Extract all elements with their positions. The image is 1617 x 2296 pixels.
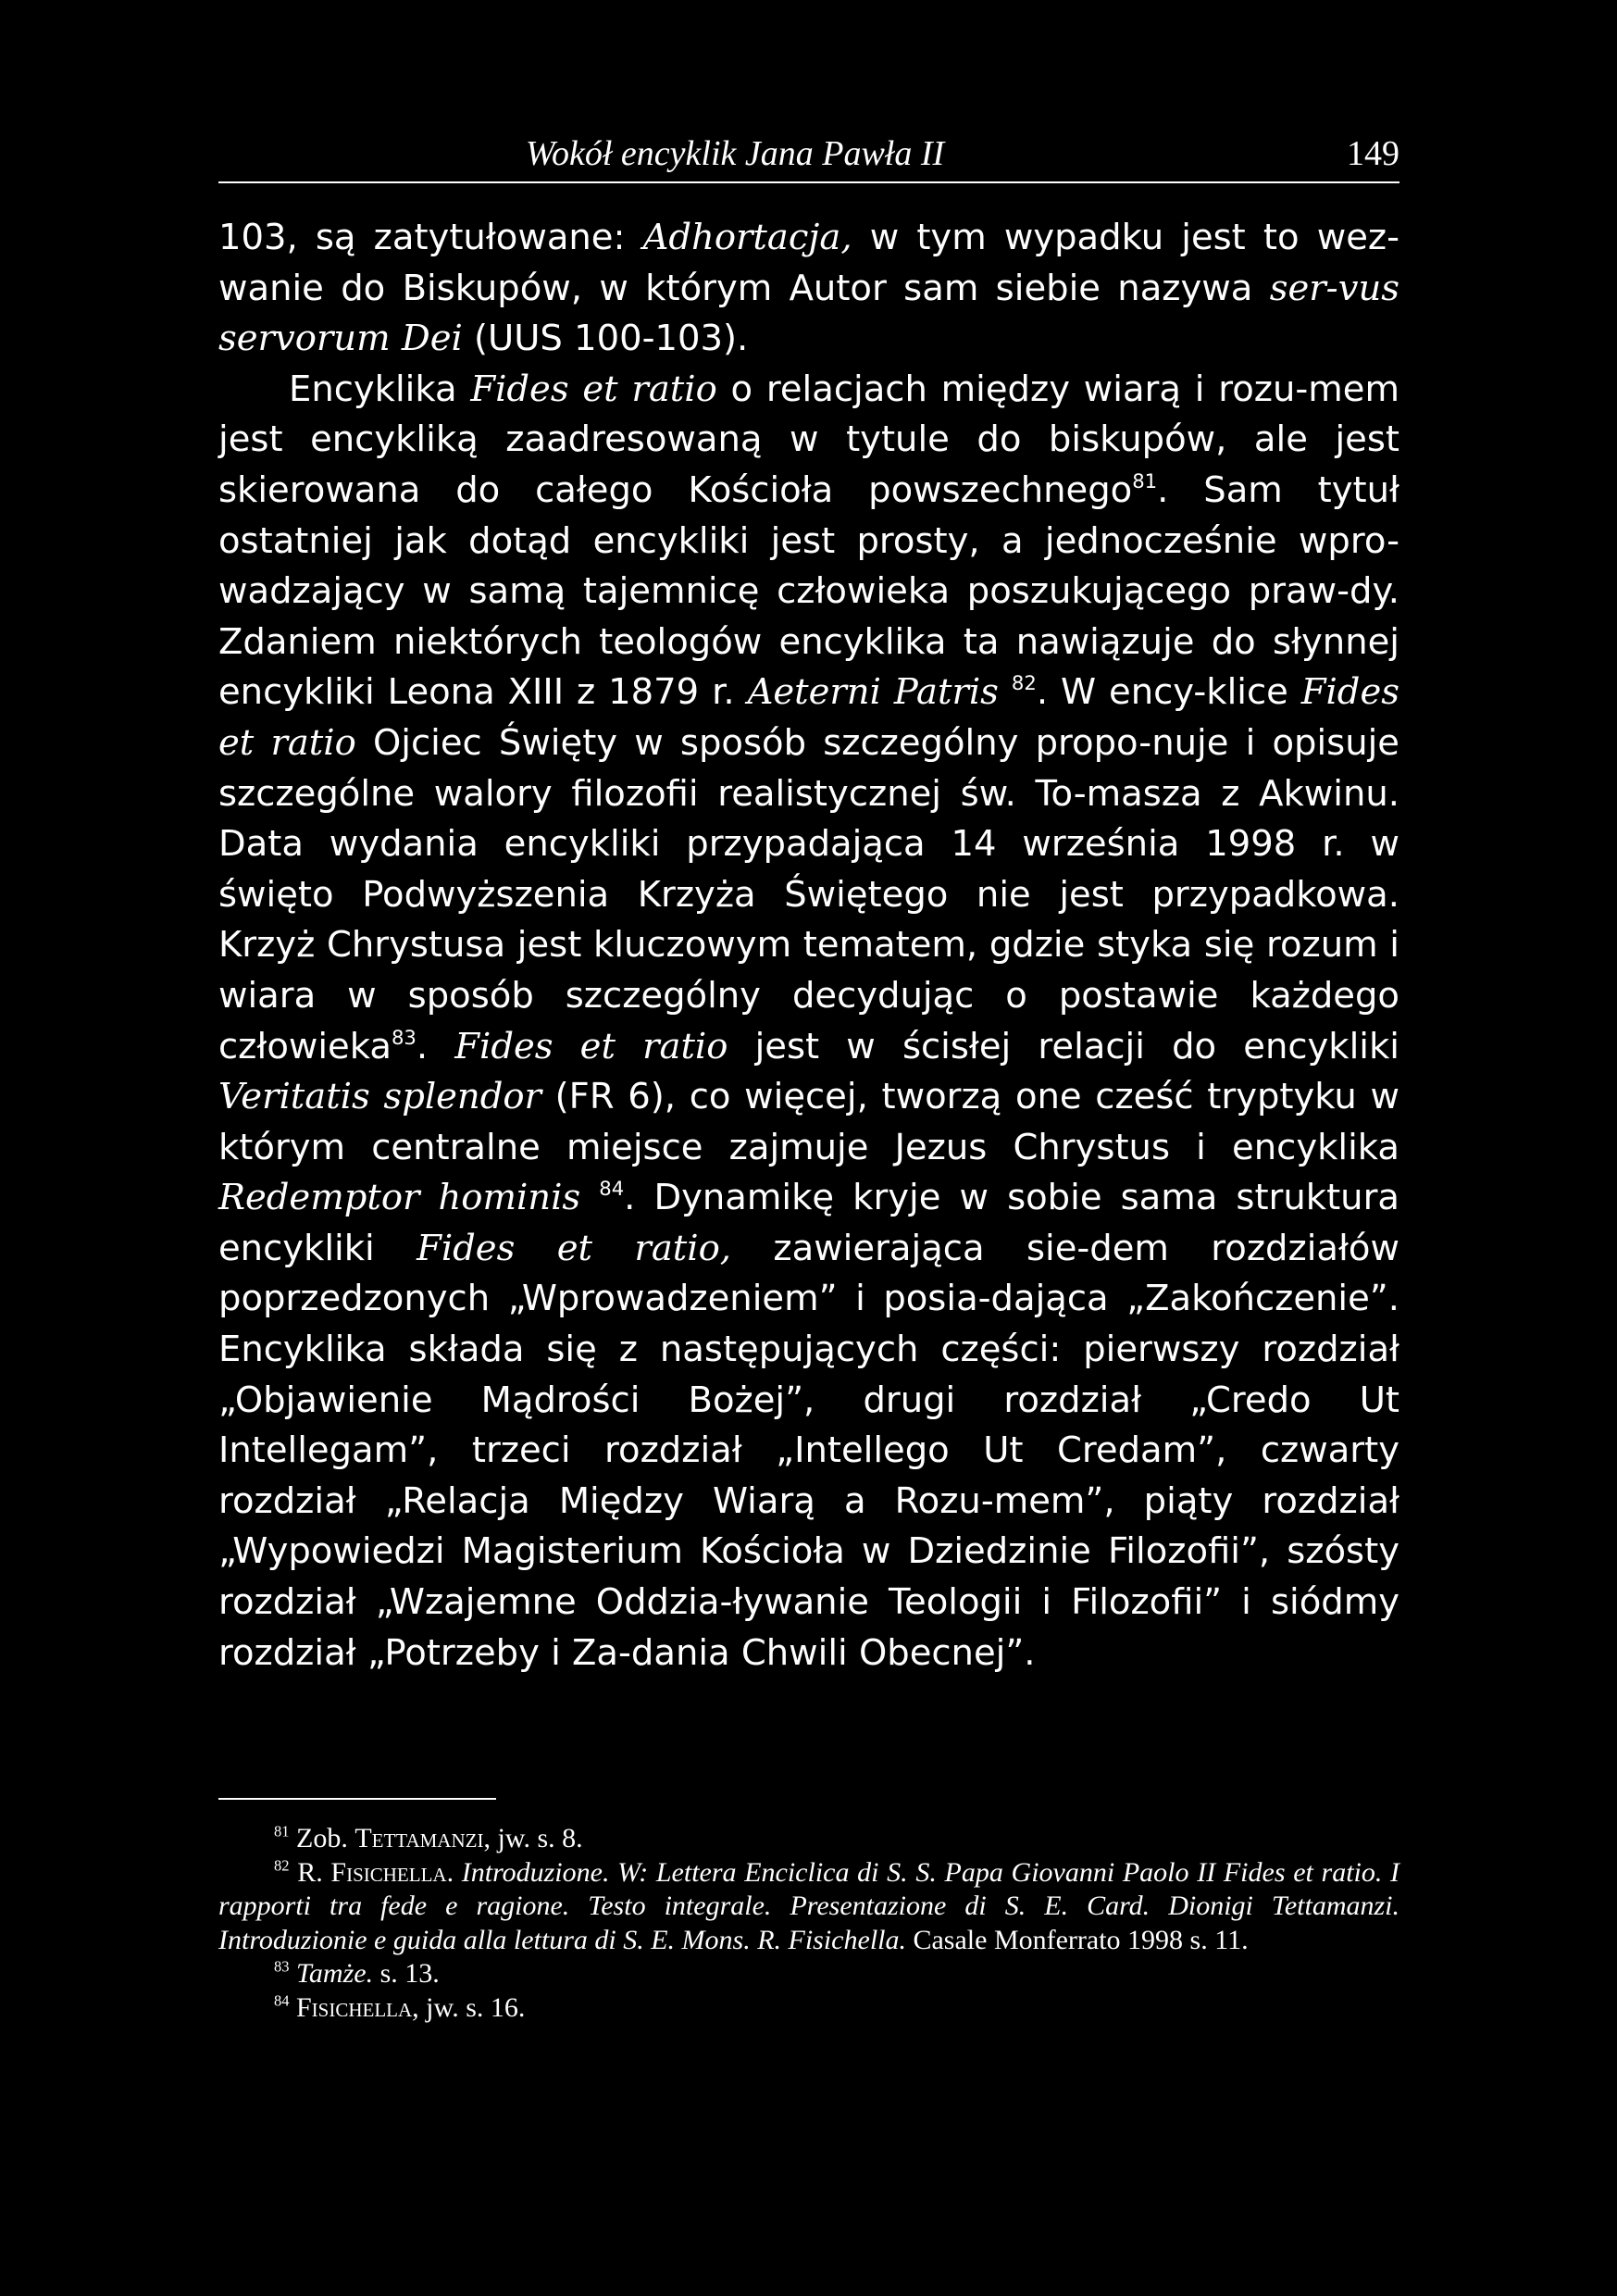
footnote-81 [218, 1822, 1399, 1856]
text-run: , jw. s. 8. [483, 1823, 583, 1853]
document-page [218, 0, 1399, 2296]
text-run: jest w ścisłej relacji do encykliki [728, 1025, 1399, 1067]
text-run: . [416, 1025, 455, 1067]
italic-run: Fides et ratio [218, 671, 1399, 764]
footnote-number: 83 [274, 1957, 290, 1976]
text-run: Casale Monferrato 1998 s. 11. [905, 1924, 1249, 1955]
text-run: w tym wypadku jest to wez-wanie do Biskupów, w którym Autor sam siebie nazywa [218, 217, 1399, 309]
page-number: 149 [1347, 134, 1399, 173]
footnote-divider [218, 1798, 496, 1800]
footnote-ref-82: 82 [1011, 671, 1037, 695]
page-header [218, 126, 1399, 183]
text-run: (UUS 100-103). [462, 318, 749, 360]
footnote-ref-81: 81 [1132, 469, 1158, 493]
text-run: (FR 6), co więcej, tworzą one cześć tryptyku w którym centralne miejsce zajmuje Jezus Chrystus i encyklika [218, 1076, 1400, 1168]
italic-run: Veritatis splendor [218, 1076, 541, 1118]
footnotes [218, 1822, 1399, 2026]
text-run: 103, są zatytułowane: [218, 217, 643, 258]
footnote-number: 82 [274, 1856, 290, 1875]
italic-run: ser-vus servorum Dei [218, 267, 1399, 360]
italic-run: Redemptor hominis [218, 1177, 581, 1219]
italic-run: Tamże. [296, 1958, 374, 1990]
author-name: Fisichella [296, 1991, 413, 2023]
author-name: Tettamanzi [354, 1823, 484, 1853]
footnote-84 [218, 1991, 1399, 2026]
running-title: Wokół encyklik Jana Pawła II [525, 134, 945, 173]
italic-run: Fides et ratio [470, 368, 717, 410]
text-run: . [446, 1856, 462, 1888]
text-run: Encyklika [289, 368, 471, 410]
paragraph-fides-et-ratio [218, 365, 1399, 1678]
text-run: zawierająca sie-dem rozdziałów poprzedzonych „Wprowadzeniem” i posia-dająca „Zakończenie”. Encyklika składa się z następujących części: pierwszy rozdział „Objawienie Mądrości Bożej”, drugi rozdział „Credo Ut Intellegam”, trzeci rozdział „Intellego Ut Credam”, czwarty rozdział „Relacja Między Wiarą a Rozu-mem”, piąty rozdział „Wypowiedzi Magisterium Kościoła w Dziedzinie Filozofii”, szósty rozdział „Wzajemne Oddzia-ływanie Teologii i Filozofii” i siódmy rozdział „Potrzeby i Za-dania Chwili Obecnej”. [218, 1227, 1399, 1674]
author-name: Fisichella [330, 1856, 447, 1888]
italic-run: Aeterni Patris [747, 671, 999, 714]
text-run [609, 1857, 617, 1888]
footnote-number: 84 [274, 1991, 290, 2010]
italic-run: Adhortacja, [642, 217, 852, 258]
italic-run: W: Lettera Enciclica di S. S. Papa Giovanni Paolo II Fides et ratio. I rapporti tra fede e ragione. Testo integrale. Presentazione di S. E. Card. Dionigi Tettamanzi. Introduzionie e guida alla lettura di S. E. Mons. R. Fisichella. [218, 1856, 1400, 1955]
text-run: o relacjach między wiarą i rozu-mem jest encykliką zaadresowaną w tytule do biskupów, ale jest skierowana do całego Kościoła powszechnego [218, 368, 1399, 511]
paragraph-continued [218, 213, 1399, 365]
text-run: Zob. [296, 1823, 355, 1853]
italic-run: Introduzione. [461, 1856, 610, 1888]
text-run: . Dynamikę kryje w sobie sama struktura encykliki [218, 1177, 1399, 1269]
text-run: . Sam tytuł ostatniej jak dotąd encykliki jest prosty, a jednocześnie wpro-wadzający w samą tajemnicę człowieka poszukującego praw-dy. Zdaniem niektórych teologów encyklika ta nawiązuje do słynnej encykliki Leona XIII z 1879 r. [218, 468, 1399, 714]
text-run: . W ency-klice [1036, 671, 1301, 714]
footnote-ref-84: 84 [599, 1177, 625, 1201]
text-run: Ojciec Święty w sposób szczególny propo-nuje i opisuje szczególne walory filozofii realistycznej św. To-masza z Akwinu. Data wydania encykliki przypadająca 14 września 1998 r. w święto Podwyższenia Krzyża Świętego nie jest przypadkowa. Krzyż Chrystusa jest kluczowym tematem, gdzie styka się rozum i wiara w sposób szczególny decydując o postawie każdego człowieka [218, 721, 1399, 1067]
italic-run: Fides et ratio [454, 1025, 728, 1067]
footnote-ref-83: 83 [391, 1025, 417, 1049]
text-run: s. 13. [373, 1958, 440, 1990]
footnote-82 [218, 1856, 1399, 1958]
italic-run: Fides et ratio, [417, 1227, 731, 1269]
footnote-number: 81 [274, 1822, 290, 1841]
text-run: R. [297, 1856, 331, 1888]
footnote-83 [218, 1957, 1399, 1991]
text-run: , jw. s. 16. [412, 1991, 526, 2023]
main-text [218, 213, 1399, 1678]
